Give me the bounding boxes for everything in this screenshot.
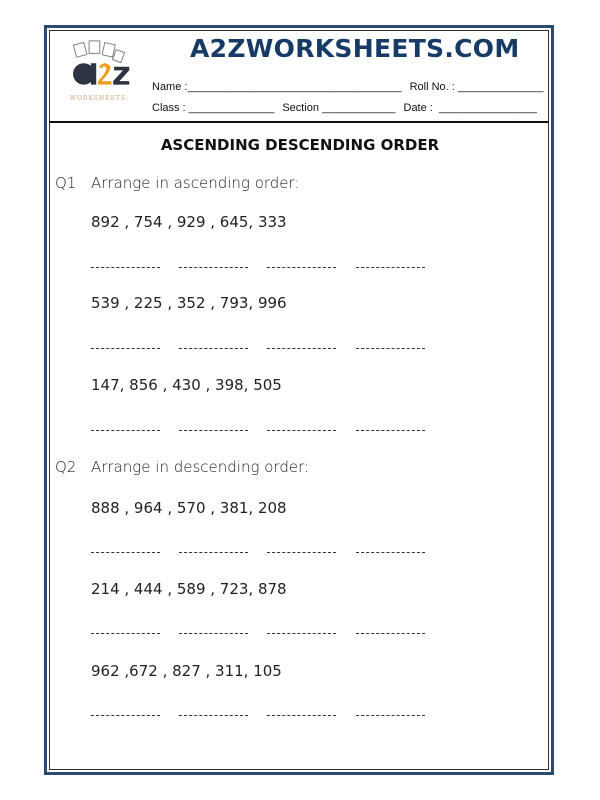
question-number: Q2 [55,458,77,476]
answer-blank[interactable] [356,267,425,268]
answer-blank[interactable] [91,552,160,553]
answer-blank[interactable] [356,715,425,716]
answer-blank[interactable] [267,633,336,634]
answer-blank[interactable] [356,633,425,634]
answer-blank[interactable] [267,267,336,268]
answer-blank[interactable] [267,715,336,716]
name-roll-row [152,81,544,94]
number-set: 892 , 754 , 929 , 645, 333 [91,213,287,231]
number-set: 888 , 964 , 570 , 381, 208 [91,499,287,517]
worksheet-title: ASCENDING DESCENDING ORDER [160,136,440,154]
answer-blank[interactable] [179,348,248,349]
name-field[interactable]: Name :___________________________________ [152,81,402,93]
answer-blank[interactable] [91,267,160,268]
answer-blank[interactable] [356,348,425,349]
number-set: 962 ,672 , 827 , 311, 105 [91,662,282,680]
answer-blank[interactable] [267,430,336,431]
a2z-logo [58,40,138,90]
answer-blank[interactable] [179,715,248,716]
question-instruction: Arrange in ascending order: [91,174,300,192]
question-instruction: Arrange in descending order: [91,458,310,476]
answer-blank[interactable] [179,430,248,431]
class-section-date-row [152,102,537,115]
answer-blank[interactable] [267,348,336,349]
answer-blank[interactable] [91,430,160,431]
answer-blank[interactable] [91,633,160,634]
section-field[interactable]: Section ____________ [282,102,396,114]
answer-blank[interactable] [267,552,336,553]
number-set: 147, 856 , 430 , 398, 505 [91,376,282,394]
header-divider [49,121,549,123]
roll-no-field[interactable]: Roll No. : ______________ [409,81,544,93]
answer-blank[interactable] [179,552,248,553]
site-title: A2ZWORKSHEETS.COM [190,34,520,63]
question-number: Q1 [55,174,77,192]
answer-blank[interactable] [179,267,248,268]
answer-blank[interactable] [91,715,160,716]
answer-blank[interactable] [91,348,160,349]
number-set: 214 , 444 , 589 , 723, 878 [91,580,287,598]
logo-subtext: WORKSHEETS [69,95,127,102]
date-field[interactable]: Date : ________________ [403,102,537,114]
answer-blank[interactable] [356,552,425,553]
class-field[interactable]: Class : ______________ [152,102,275,114]
answer-blank[interactable] [356,430,425,431]
answer-blank[interactable] [179,633,248,634]
number-set: 539 , 225 , 352 , 793, 996 [91,294,287,312]
